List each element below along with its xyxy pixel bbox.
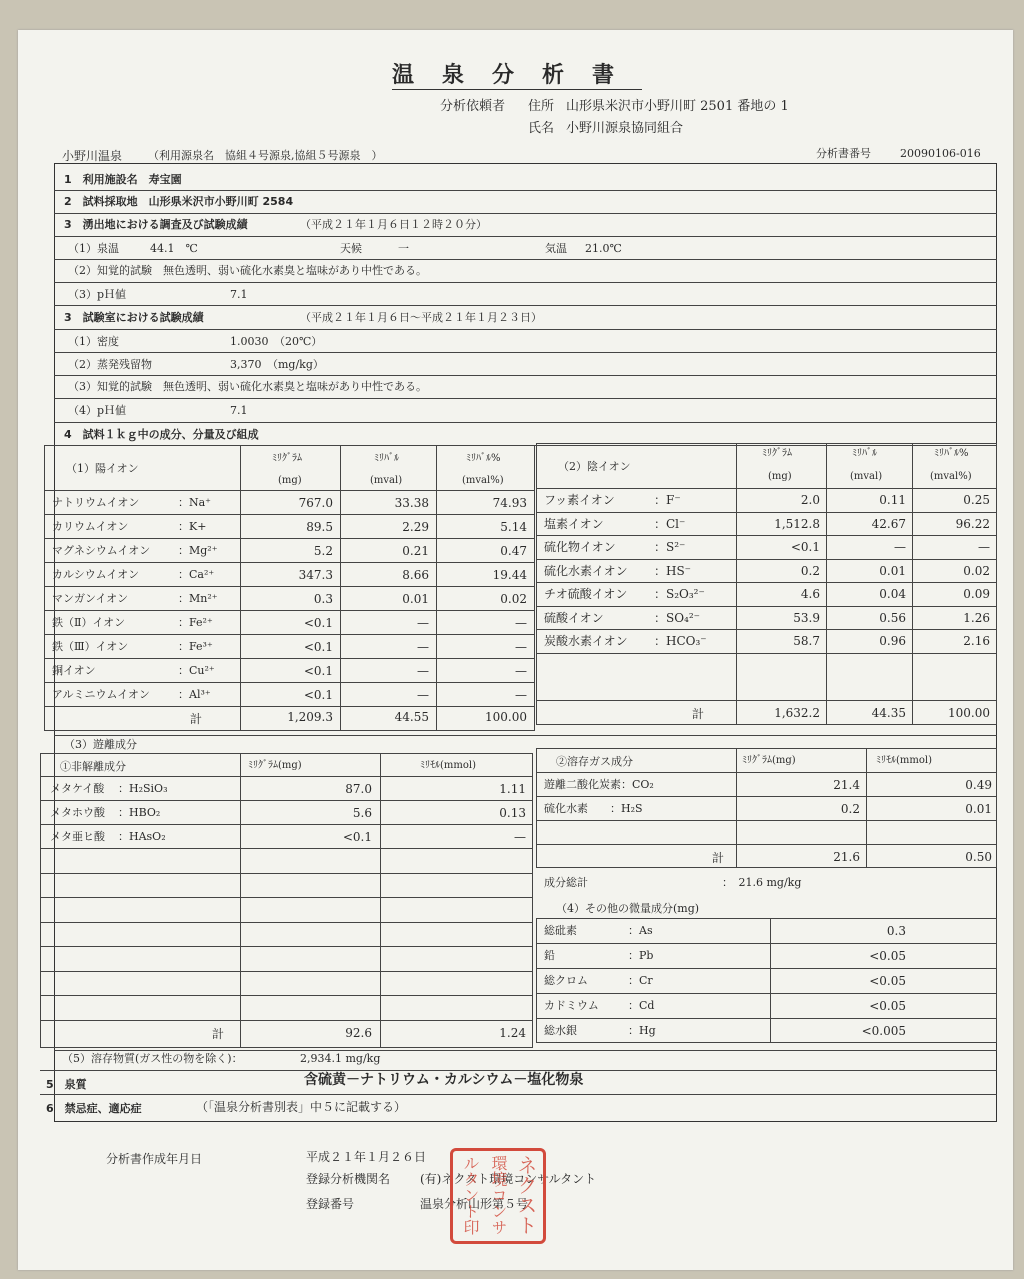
anion-row-line [536,653,997,654]
gas-total-label: 計 [712,851,725,865]
undissociated-empty-line [40,873,533,874]
anion-formula: ：HS⁻ [654,563,692,578]
cation-mval: 8.66 [402,568,429,582]
cation-mval: 33.38 [394,496,429,510]
lab-ph: 7.1 [230,404,248,417]
anion-pct: 0.09 [963,587,990,601]
gas-total-mmol: 0.50 [965,850,992,864]
trace-value: <0.05 [869,949,906,963]
gas-sub: ②溶存ガス成分 [556,755,633,768]
trace-formula: ：Cr [628,974,653,987]
trace-name: カドミウム [544,999,599,1012]
anion-formula: ：Cl⁻ [654,516,686,531]
cation-row-line [44,514,534,515]
anion-name: フッ素イオン [544,493,615,507]
footer-reg: 温泉分析山形第５号 [420,1197,529,1211]
undissociated-empty-line [40,897,533,898]
lab-sensory-test: （3）知覚的試験 無色透明、弱い硫化水素臭と塩味があり中性である。 [68,380,427,393]
undissociated-mg: 5.6 [352,806,372,820]
section-4-label: 4 試料１ｋｇ中の成分、分量及び組成 [64,428,259,441]
source-names: （利用源泉名 協組４号源泉,協組５号源泉 ） [148,149,383,162]
weather-value: 一 [398,242,409,255]
cation-total-mval: 44.55 [394,710,429,724]
company-seal [450,1148,546,1244]
cation-mg: 89.5 [306,520,333,534]
name-label: 氏名 [528,121,555,136]
anion-col-mg: (mg) [768,471,792,482]
cation-pct: 0.47 [500,544,527,558]
anion-name: 塩素イオン [544,516,604,531]
undissociated-total-label: 計 [212,1027,225,1041]
undissociated-mmol: — [514,830,526,844]
anion-formula: ：HCO₃⁻ [654,634,707,648]
document-title: 温泉分析書 [392,58,642,90]
anion-mval: 0.96 [879,634,906,648]
section-2-location: 2 試料採取地 山形県米沢市小野川町 2584 [64,195,294,208]
cation-row-line [44,634,534,635]
undissociated-name: メタホウ酸 [50,806,105,819]
trace-header: （4）その他の微量成分(mg) [556,902,700,915]
cation-row-line [44,682,534,683]
cation-row-line [44,538,534,539]
undissociated-total-mg: 92.6 [345,1026,372,1040]
cation-mval: 2.29 [402,520,429,534]
cation-formula: ：K+ [178,520,207,533]
cation-mg: 5.2 [313,544,333,558]
cation-name: ナトリウムイオン [52,496,140,509]
cation-pct: 0.02 [500,592,527,606]
component-total-value: ： 21.6 mg/kg [722,876,802,889]
cation-pct: — [515,616,527,630]
anion-col-mg-top: ﾐﾘｸﾞﾗﾑ [762,448,792,459]
footer-reg-label: 登録番号 [306,1197,355,1211]
cation-pct: — [515,688,527,702]
cation-pct: 5.14 [500,520,527,534]
spring-name: 小野川温泉 [62,149,123,163]
undissociated-empty-line [40,971,533,972]
anion-mval: 0.56 [879,610,906,625]
anion-name: 硫酸イオン [544,610,604,625]
air-temp: 21.0℃ [585,242,622,255]
spring-temp: 44.1 ℃ [150,242,198,255]
trace-name: 鉛 [544,949,555,962]
air-temp-label: 気温 [545,242,567,255]
trace-formula: ：As [628,924,653,937]
anion-formula: ：S²⁻ [654,540,686,554]
cation-col-mval: (mval) [370,475,403,486]
cation-mg: <0.1 [303,640,333,654]
cation-col-mg-top: ﾐﾘｸﾞﾗﾑ [272,453,302,464]
undissociated-mmol: 0.13 [499,806,526,820]
requester-label: 分析依頼者 [440,99,506,114]
anion-mval: 0.01 [879,563,906,578]
report-no-label: 分析書番号 [816,147,871,160]
requester-name: 小野川源泉協同組合 [566,121,684,136]
cation-pct: — [515,664,527,678]
cation-name: マンガンイオン [52,592,129,605]
undissociated-formula: ：HAsO₂ [118,830,166,843]
trace-value: <0.05 [869,999,906,1013]
anion-total-mg: 1,632.2 [774,706,820,720]
cation-col-mval-top: ﾐﾘﾊﾞﾙ [374,453,399,464]
cation-pct: 74.93 [492,496,527,510]
undissociated-empty-line [40,946,533,947]
cation-formula: ：Cu²⁺ [178,664,215,677]
undissociated-mg: 87.0 [345,782,372,796]
undissociated-name: メタケイ酸 [50,782,105,795]
gas-mmol: 0.01 [965,802,992,816]
footer-org-label: 登録分析機関名 [306,1172,391,1186]
density-label: （1）密度 [68,335,119,348]
cation-total-label: 計 [190,712,203,726]
anion-header: （2）陰イオン [558,460,631,473]
cation-row-line [44,658,534,659]
gas-mg: 21.4 [833,778,860,792]
undissociated-mg: <0.1 [342,830,372,844]
cation-mg: <0.1 [303,688,333,702]
field-sensory-test: （2）知覚的試験 無色透明、弱い硫化水素臭と塩味があり中性である。 [68,264,427,277]
cation-row-line [44,610,534,611]
anion-row-line [536,606,997,607]
undissociated-col-mmol: ﾐﾘﾓﾙ(mmol) [420,760,476,771]
cation-mval: 0.01 [402,592,429,606]
spring-quality-label: 5 泉質 [46,1078,87,1091]
undissociated-formula: ：H₂SiO₃ [118,782,168,795]
anion-mval: — [894,540,906,554]
cation-header: （1）陽イオン [66,462,139,475]
dissolved-label: （5）溶存物質(ガス性の物を除く)： [62,1052,243,1065]
residue-value: 3,370 （mg/kg） [230,358,324,371]
anion-formula: ：F⁻ [654,493,681,507]
footer-date: 平成２１年１月２６日 [306,1150,427,1164]
anion-mg: 53.9 [793,610,820,625]
anion-row-line [536,629,997,630]
cation-formula: ：Ca²⁺ [178,568,215,581]
cation-name: アルミニウムイオン [52,688,150,701]
residue-label: （2）蒸発残留物 [68,358,152,371]
cation-formula: ：Mn²⁺ [178,592,218,605]
anion-name: 炭酸水素イオン [544,634,628,648]
trace-name: 総水銀 [544,1024,577,1037]
anion-col-mval: (mval) [850,471,883,482]
footer-org: (有)ネクスト環境コンサルタント [420,1172,597,1186]
anion-row-line [536,512,997,513]
undissociated-col-mg: ﾐﾘｸﾞﾗﾑ(mg) [248,760,302,771]
anion-pct: 96.22 [955,516,990,531]
cation-name: マグネシウムイオン [52,544,151,557]
cation-name: 銅イオン [52,664,96,677]
undissociated-formula: ：HBO₂ [118,806,161,819]
cation-row-line [44,706,534,707]
anion-mg: 58.7 [793,634,820,648]
undissociated-empty-line [40,1020,533,1021]
undissociated-empty-line [40,848,533,849]
trace-formula: ：Hg [628,1024,656,1037]
anion-mval: 42.67 [871,516,906,531]
anion-pct: 0.25 [963,493,990,507]
cation-name: 鉄（Ⅱ）イオン [52,616,126,629]
cation-row-line [44,586,534,587]
section-1-facility: 1 利用施設名 寿宝園 [64,173,182,186]
cation-pct: 19.44 [492,568,527,582]
cation-formula: ：Na⁺ [178,496,211,509]
component-total-label: 成分総計 [544,876,588,889]
trace-formula: ：Cd [628,999,655,1012]
anion-mval: 0.11 [879,493,906,507]
anion-pct: 2.16 [963,634,990,648]
cation-mg: <0.1 [303,664,333,678]
anion-total-label: 計 [692,707,705,721]
cation-mg: 767.0 [298,496,333,510]
weather-label: 天候 [340,242,362,255]
anion-name: チオ硫酸イオン [544,587,628,601]
anion-name: 硫化水素イオン [544,563,628,578]
free-components-header: （3）遊離成分 [64,738,137,751]
anion-pct: — [978,540,990,554]
gas-mg: 0.2 [840,802,860,816]
contraindications-label: 6 禁忌症、適応症 [46,1102,142,1115]
cation-pct: — [515,640,527,654]
cation-mg: <0.1 [303,616,333,630]
contraindications-value: （「温泉分析書別表」中５に記載する） [196,1100,407,1114]
section-3-lab-label: 3 試験室における試験成績 [64,311,204,324]
anion-mval: 0.04 [879,587,906,601]
cation-mg: 0.3 [313,592,333,606]
anion-col-mval-top: ﾐﾘﾊﾞﾙ [852,448,877,459]
address-label: 住所 [528,99,555,114]
anion-total-pct: 100.00 [948,706,990,720]
undissociated-empty-line [40,922,533,923]
anion-formula: ：SO₄²⁻ [654,610,701,625]
spring-temp-label: （1）泉温 [68,242,119,255]
seal-text-b: 環境コンサ [489,1155,508,1235]
undissociated-name: メタ亜ヒ酸 [50,830,105,843]
gas-col-mg: ﾐﾘｸﾞﾗﾑ(mg) [742,755,796,766]
anion-col-pct: (mval%) [930,471,972,482]
undissociated-empty-line [40,995,533,996]
anion-mg: 0.2 [800,563,820,578]
dissolved-value: 2,934.1 mg/kg [300,1052,381,1065]
spring-quality-value: 含硫黄－ナトリウム・カルシウム－塩化物泉 [304,1072,584,1088]
anion-pct: 1.26 [963,610,990,625]
trace-value: <0.005 [861,1024,906,1038]
anion-mg: 2.0 [800,493,820,507]
gas-mmol: 0.49 [965,778,992,792]
cation-formula: ：Fe²⁺ [178,616,213,629]
gas-col-mmol: ﾐﾘﾓﾙ(mmol) [876,755,932,766]
gas-total-mg: 21.6 [833,850,860,864]
seal-text-a: ネクスト [514,1155,538,1235]
cation-formula: ：Mg²⁺ [178,544,218,557]
report-no: 20090106-016 [900,147,981,160]
trace-formula: ：Pb [628,949,654,962]
anion-total-mval: 44.35 [871,706,906,720]
section-3-lab-date: （平成２１年１月６日～平成２１年１月２３日） [300,311,542,324]
anion-mg: <0.1 [790,540,820,554]
cation-mval: — [417,664,429,678]
cation-name: 鉄（Ⅲ）イオン [52,640,129,653]
gas-name: 遊離二酸化炭素：CO₂ [544,778,654,791]
cation-formula: ：Fe³⁺ [178,640,213,653]
field-ph: 7.1 [230,288,248,301]
cation-col-pct: (mval%) [462,475,504,486]
cation-total-pct: 100.00 [485,710,527,724]
anion-row-line [536,582,997,583]
lab-ph-label: （4）pＨ値 [68,404,127,417]
seal-text-c: ルタント印 [461,1155,480,1235]
cation-row-line [44,562,534,563]
anion-row-line [536,535,997,536]
cation-mval: — [417,616,429,630]
anion-pct: 0.02 [963,563,990,578]
trace-value: <0.05 [869,974,906,988]
cation-name: カルシウムイオン [52,568,140,581]
cation-name: カリウムイオン [52,520,129,533]
anion-mg: 1,512.8 [774,516,820,531]
anion-col-pct-top: ﾐﾘﾊﾞﾙ% [934,448,969,459]
requester-address: 山形県米沢市小野川町 2501 番地の 1 [566,99,789,114]
trace-value: 0.3 [886,924,906,938]
cation-mg: 347.3 [298,568,333,582]
cation-col-pct-top: ﾐﾘﾊﾞﾙ% [466,453,501,464]
undissociated-sub: ①非解離成分 [60,760,126,773]
cation-mval: 0.21 [402,544,429,558]
cation-total-mg: 1,209.3 [287,710,333,724]
cation-formula: ：Al³⁺ [178,688,211,701]
anion-name: 硫化物イオン [544,540,616,554]
trace-name: 総クロム [544,974,588,987]
gas-name: 硫化水素 ：H₂S [544,802,643,815]
anion-mg: 4.6 [800,587,820,601]
field-ph-label: （3）pＨ値 [68,288,127,301]
density-value: 1.0030 （20℃） [230,335,323,348]
trace-name: 総砒素 [544,924,577,937]
cation-col-mg: (mg) [278,475,302,486]
section-3-field-label: 3 湧出地における調査及び試験成績 [64,218,248,231]
undissociated-total-mmol: 1.24 [499,1026,526,1040]
cation-mval: — [417,688,429,702]
section-3-field-date: （平成２１年１月６日１２時２０分） [300,218,487,231]
cation-mval: — [417,640,429,654]
footer-date-label: 分析書作成年月日 [106,1152,203,1166]
undissociated-mmol: 1.11 [499,782,526,796]
anion-row-line [536,559,997,560]
anion-formula: ：S₂O₃²⁻ [654,587,705,601]
